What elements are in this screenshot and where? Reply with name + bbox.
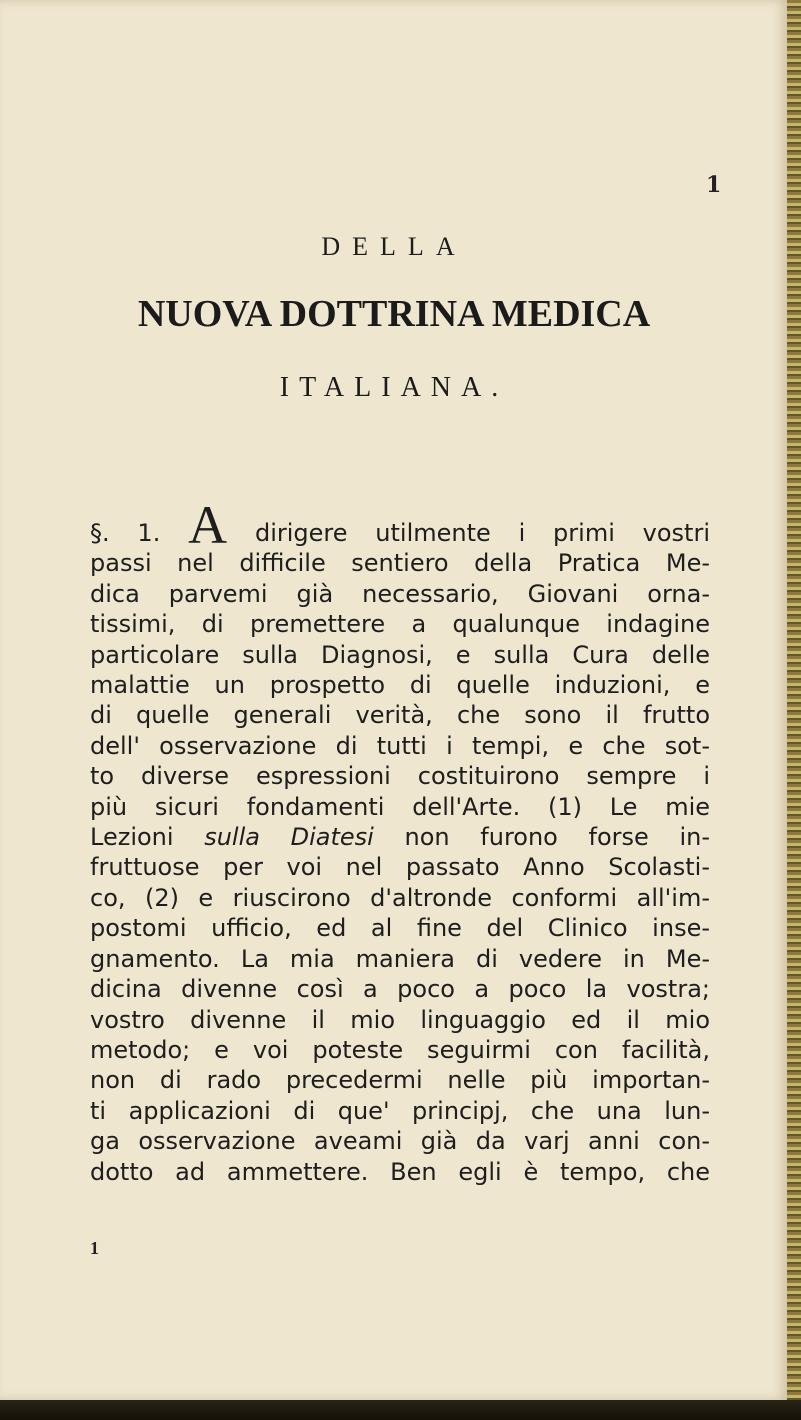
text-line: passi nel difficile sentiero della Pratica Me- <box>90 549 710 578</box>
text-line: ga osservazione aveami già da varj anni con- <box>90 1127 710 1156</box>
line-text: dirigere utilmente i primi vostri <box>254 519 710 547</box>
text-line: più sicuri fondamenti dell'Arte. (1) Le mie <box>90 792 710 821</box>
book-fore-edge <box>787 0 801 1420</box>
text-line: malattie un prospetto di quelle induzioni, e <box>90 671 710 700</box>
text-line: tissimi, di premettere a qualunque indagine <box>90 610 710 639</box>
text-line: vostro divenne il mio linguaggio ed il mio <box>90 1005 710 1034</box>
text-line: postomi ufficio, ed al fine del Clinico inse- <box>90 914 710 943</box>
text-line: metodo; e voi poteste seguirmi con facilità, <box>90 1035 710 1064</box>
text-line: dell' osservazione di tutti i tempi, e che sot- <box>90 731 710 760</box>
body-paragraph <box>90 495 710 1187</box>
heading-della: DELLA <box>321 232 467 261</box>
signature-mark: 1 <box>90 1238 99 1258</box>
page-number: 1 <box>706 172 722 198</box>
text-line: dica parvemi già necessario, Giovani orna- <box>90 579 710 608</box>
text-line: co, (2) e riuscirono d'altronde conformi all'im- <box>90 883 710 912</box>
text-line: ti applicazioni di que' principj, che una lun- <box>90 1096 710 1125</box>
text-line: dicina divenne così a poco a poco la vostra; <box>90 975 710 1004</box>
text-line: non di rado precedermi nelle più importan- <box>90 1066 710 1095</box>
line-text: Lezioni <box>90 823 174 852</box>
italic-title: sulla Diatesi <box>204 823 374 852</box>
text-line <box>90 822 710 852</box>
text-line: to diverse espressioni costituirono sempre i <box>90 762 710 791</box>
text-line: dotto ad ammettere. Ben egli è tempo, che <box>90 1157 710 1186</box>
text-line <box>90 495 710 555</box>
drop-cap: A <box>188 495 228 555</box>
book-bottom-edge <box>0 1400 801 1420</box>
text-line: gnamento. La mia maniera di vedere in Me- <box>90 944 710 973</box>
line-text: non furono forse in- <box>404 823 710 852</box>
text-line: particolare sulla Diagnosi, e sulla Cura delle <box>90 640 710 669</box>
page-title: NUOVA DOTTRINA MEDICA <box>137 293 651 335</box>
heading-italiana: ITALIANA. <box>279 372 509 403</box>
text-line: di quelle generali verità, che sono il frutto <box>90 701 710 730</box>
section-mark: §. 1. <box>90 519 161 547</box>
text-line: fruttuose per voi nel passato Anno Scolasti- <box>90 853 710 882</box>
